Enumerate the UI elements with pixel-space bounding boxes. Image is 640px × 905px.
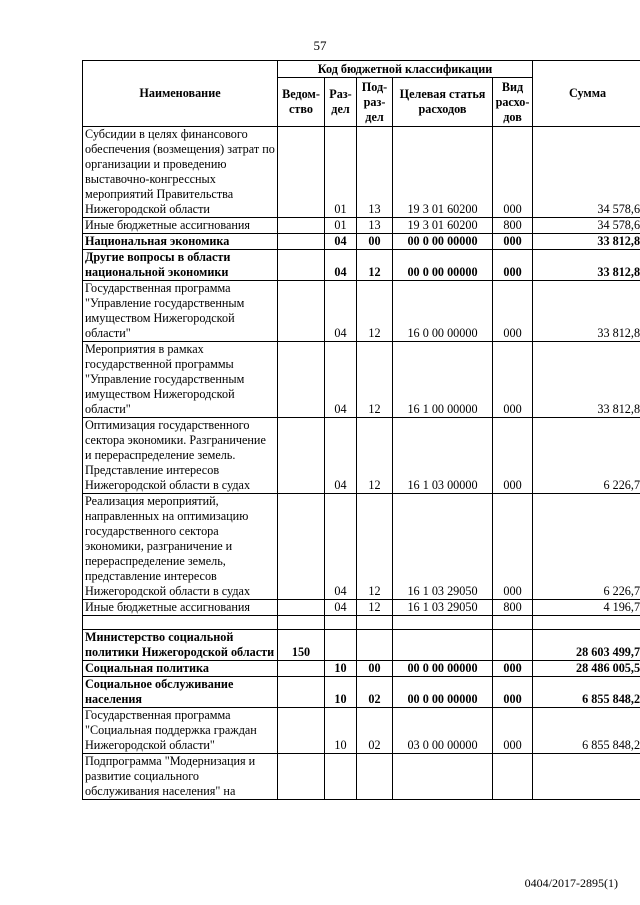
- cell-section: 04: [325, 281, 357, 342]
- header-section: Раз-дел: [325, 78, 357, 127]
- cell-section: 01: [325, 127, 357, 218]
- cell-expense-type: [493, 754, 533, 800]
- cell-name: Министерство социальной политики Нижегородской области: [83, 630, 278, 661]
- cell-name: Социальное обслуживание населения: [83, 677, 278, 708]
- cell-expense-type: 000: [493, 127, 533, 218]
- header-subsection: Под-раз-дел: [357, 78, 393, 127]
- cell-expense-type: 000: [493, 250, 533, 281]
- cell-expense-type: 000: [493, 661, 533, 677]
- cell-subsection: [357, 630, 393, 661]
- table-row: [83, 754, 640, 800]
- cell-dept: [278, 418, 325, 494]
- cell-target: 16 1 00 00000: [393, 342, 493, 418]
- cell-subsection: 00: [357, 661, 393, 677]
- cell-name: Государственная программа "Управление государственным имуществом Нижегородской области": [83, 281, 278, 342]
- cell-subsection: 13: [357, 218, 393, 234]
- cell-section: 10: [325, 708, 357, 754]
- header-row-1: [83, 61, 640, 78]
- cell-dept: 150: [278, 630, 325, 661]
- cell-amount: 28 486 005,5: [533, 661, 640, 677]
- cell-dept: [278, 234, 325, 250]
- cell-section: 04: [325, 250, 357, 281]
- cell-expense-type: [493, 616, 533, 630]
- cell-subsection: 02: [357, 677, 393, 708]
- cell-target: 16 1 03 00000: [393, 418, 493, 494]
- cell-expense-type: 000: [493, 418, 533, 494]
- cell-subsection: 12: [357, 342, 393, 418]
- cell-name: Социальная политика: [83, 661, 278, 677]
- cell-subsection: 12: [357, 281, 393, 342]
- header-amount: Сумма: [533, 61, 640, 127]
- cell-expense-type: 000: [493, 342, 533, 418]
- cell-subsection: 12: [357, 600, 393, 616]
- cell-name: Мероприятия в рамках государственной программы "Управление государственным имуществом Нижегородской области": [83, 342, 278, 418]
- table-row: [83, 342, 640, 418]
- cell-section: 04: [325, 234, 357, 250]
- cell-dept: [278, 250, 325, 281]
- cell-dept: [278, 281, 325, 342]
- table-row: [83, 234, 640, 250]
- cell-dept: [278, 494, 325, 600]
- page-number: 57: [313, 38, 327, 53]
- cell-target: 00 0 00 00000: [393, 677, 493, 708]
- cell-name: Субсидии в целях финансового обеспечения (возмещения) затрат по организации и проведению выставочно-конгрессных мероприятий Правительства Нижегородской области: [83, 127, 278, 218]
- cell-amount: [533, 754, 640, 800]
- table-row: [83, 630, 640, 661]
- cell-name: Реализация мероприятий, направленных на оптимизацию государственного сектора экономики, разграничение и перераспределение земель, представление интересов Нижегородской области в судах: [83, 494, 278, 600]
- cell-dept: [278, 616, 325, 630]
- cell-target: [393, 616, 493, 630]
- table-row: [83, 661, 640, 677]
- table-row: [83, 218, 640, 234]
- cell-target: 19 3 01 60200: [393, 127, 493, 218]
- table-body: [83, 127, 640, 800]
- cell-amount: 34 578,6: [533, 127, 640, 218]
- cell-target: 03 0 00 00000: [393, 708, 493, 754]
- cell-section: 04: [325, 600, 357, 616]
- cell-section: [325, 630, 357, 661]
- cell-section: 04: [325, 494, 357, 600]
- header-target: Целевая статья расходов: [393, 78, 493, 127]
- cell-amount: [533, 616, 640, 630]
- cell-expense-type: 000: [493, 677, 533, 708]
- cell-name: Подпрограмма "Модернизация и развитие социального обслуживания населения" на: [83, 754, 278, 800]
- cell-name: Другие вопросы в области национальной экономики: [83, 250, 278, 281]
- cell-section: 10: [325, 677, 357, 708]
- cell-amount: 33 812,8: [533, 342, 640, 418]
- cell-section: 01: [325, 218, 357, 234]
- cell-amount: 28 603 499,7: [533, 630, 640, 661]
- cell-expense-type: 000: [493, 281, 533, 342]
- cell-target: [393, 630, 493, 661]
- cell-target: 19 3 01 60200: [393, 218, 493, 234]
- cell-subsection: 12: [357, 418, 393, 494]
- header-dept: Ведом-ство: [278, 78, 325, 127]
- cell-expense-type: 800: [493, 600, 533, 616]
- cell-amount: 34 578,6: [533, 218, 640, 234]
- cell-dept: [278, 754, 325, 800]
- document-code: 0404/2017-2895(1): [524, 876, 618, 890]
- cell-amount: 6 855 848,2: [533, 708, 640, 754]
- cell-section: 04: [325, 418, 357, 494]
- cell-amount: 6 855 848,2: [533, 677, 640, 708]
- cell-expense-type: 000: [493, 234, 533, 250]
- cell-subsection: 13: [357, 127, 393, 218]
- table-row: [83, 281, 640, 342]
- cell-dept: [278, 677, 325, 708]
- cell-amount: 4 196,7: [533, 600, 640, 616]
- cell-subsection: [357, 754, 393, 800]
- cell-target: 00 0 00 00000: [393, 661, 493, 677]
- cell-subsection: 12: [357, 494, 393, 600]
- cell-expense-type: 000: [493, 708, 533, 754]
- cell-section: 10: [325, 661, 357, 677]
- budget-table: [82, 60, 640, 800]
- cell-section: [325, 754, 357, 800]
- table-row: [83, 127, 640, 218]
- cell-name: Государственная программа "Социальная поддержка граждан Нижегородской области": [83, 708, 278, 754]
- table-row: [83, 250, 640, 281]
- cell-name: Иные бюджетные ассигнования: [83, 218, 278, 234]
- cell-section: 04: [325, 342, 357, 418]
- table-row: [83, 418, 640, 494]
- cell-target: 16 0 00 00000: [393, 281, 493, 342]
- cell-dept: [278, 600, 325, 616]
- header-expense-type: Вид расхо-дов: [493, 78, 533, 127]
- table-row: [83, 677, 640, 708]
- cell-section: [325, 616, 357, 630]
- cell-expense-type: 800: [493, 218, 533, 234]
- header-classification-group: Код бюджетной классификации: [278, 61, 533, 78]
- cell-target: 00 0 00 00000: [393, 234, 493, 250]
- cell-name: Национальная экономика: [83, 234, 278, 250]
- table-row: [83, 600, 640, 616]
- table-row: [83, 616, 640, 630]
- cell-dept: [278, 127, 325, 218]
- cell-subsection: 02: [357, 708, 393, 754]
- cell-name: Оптимизация государственного сектора экономики. Разграничение и перераспределение земель. Представление интересов Нижегородской области в судах: [83, 418, 278, 494]
- cell-dept: [278, 218, 325, 234]
- cell-expense-type: [493, 630, 533, 661]
- cell-target: 16 1 03 29050: [393, 494, 493, 600]
- cell-expense-type: 000: [493, 494, 533, 600]
- cell-dept: [278, 661, 325, 677]
- cell-subsection: 00: [357, 234, 393, 250]
- table-row: [83, 708, 640, 754]
- cell-amount: 6 226,7: [533, 418, 640, 494]
- table-row: [83, 494, 640, 600]
- cell-target: [393, 754, 493, 800]
- cell-name: Иные бюджетные ассигнования: [83, 600, 278, 616]
- header-name: Наименование: [83, 61, 278, 127]
- cell-dept: [278, 708, 325, 754]
- cell-amount: 6 226,7: [533, 494, 640, 600]
- cell-name: [83, 616, 278, 630]
- cell-subsection: 12: [357, 250, 393, 281]
- cell-amount: 33 812,8: [533, 234, 640, 250]
- cell-target: 16 1 03 29050: [393, 600, 493, 616]
- cell-amount: 33 812,8: [533, 250, 640, 281]
- cell-target: 00 0 00 00000: [393, 250, 493, 281]
- cell-subsection: [357, 616, 393, 630]
- cell-amount: 33 812,8: [533, 281, 640, 342]
- cell-dept: [278, 342, 325, 418]
